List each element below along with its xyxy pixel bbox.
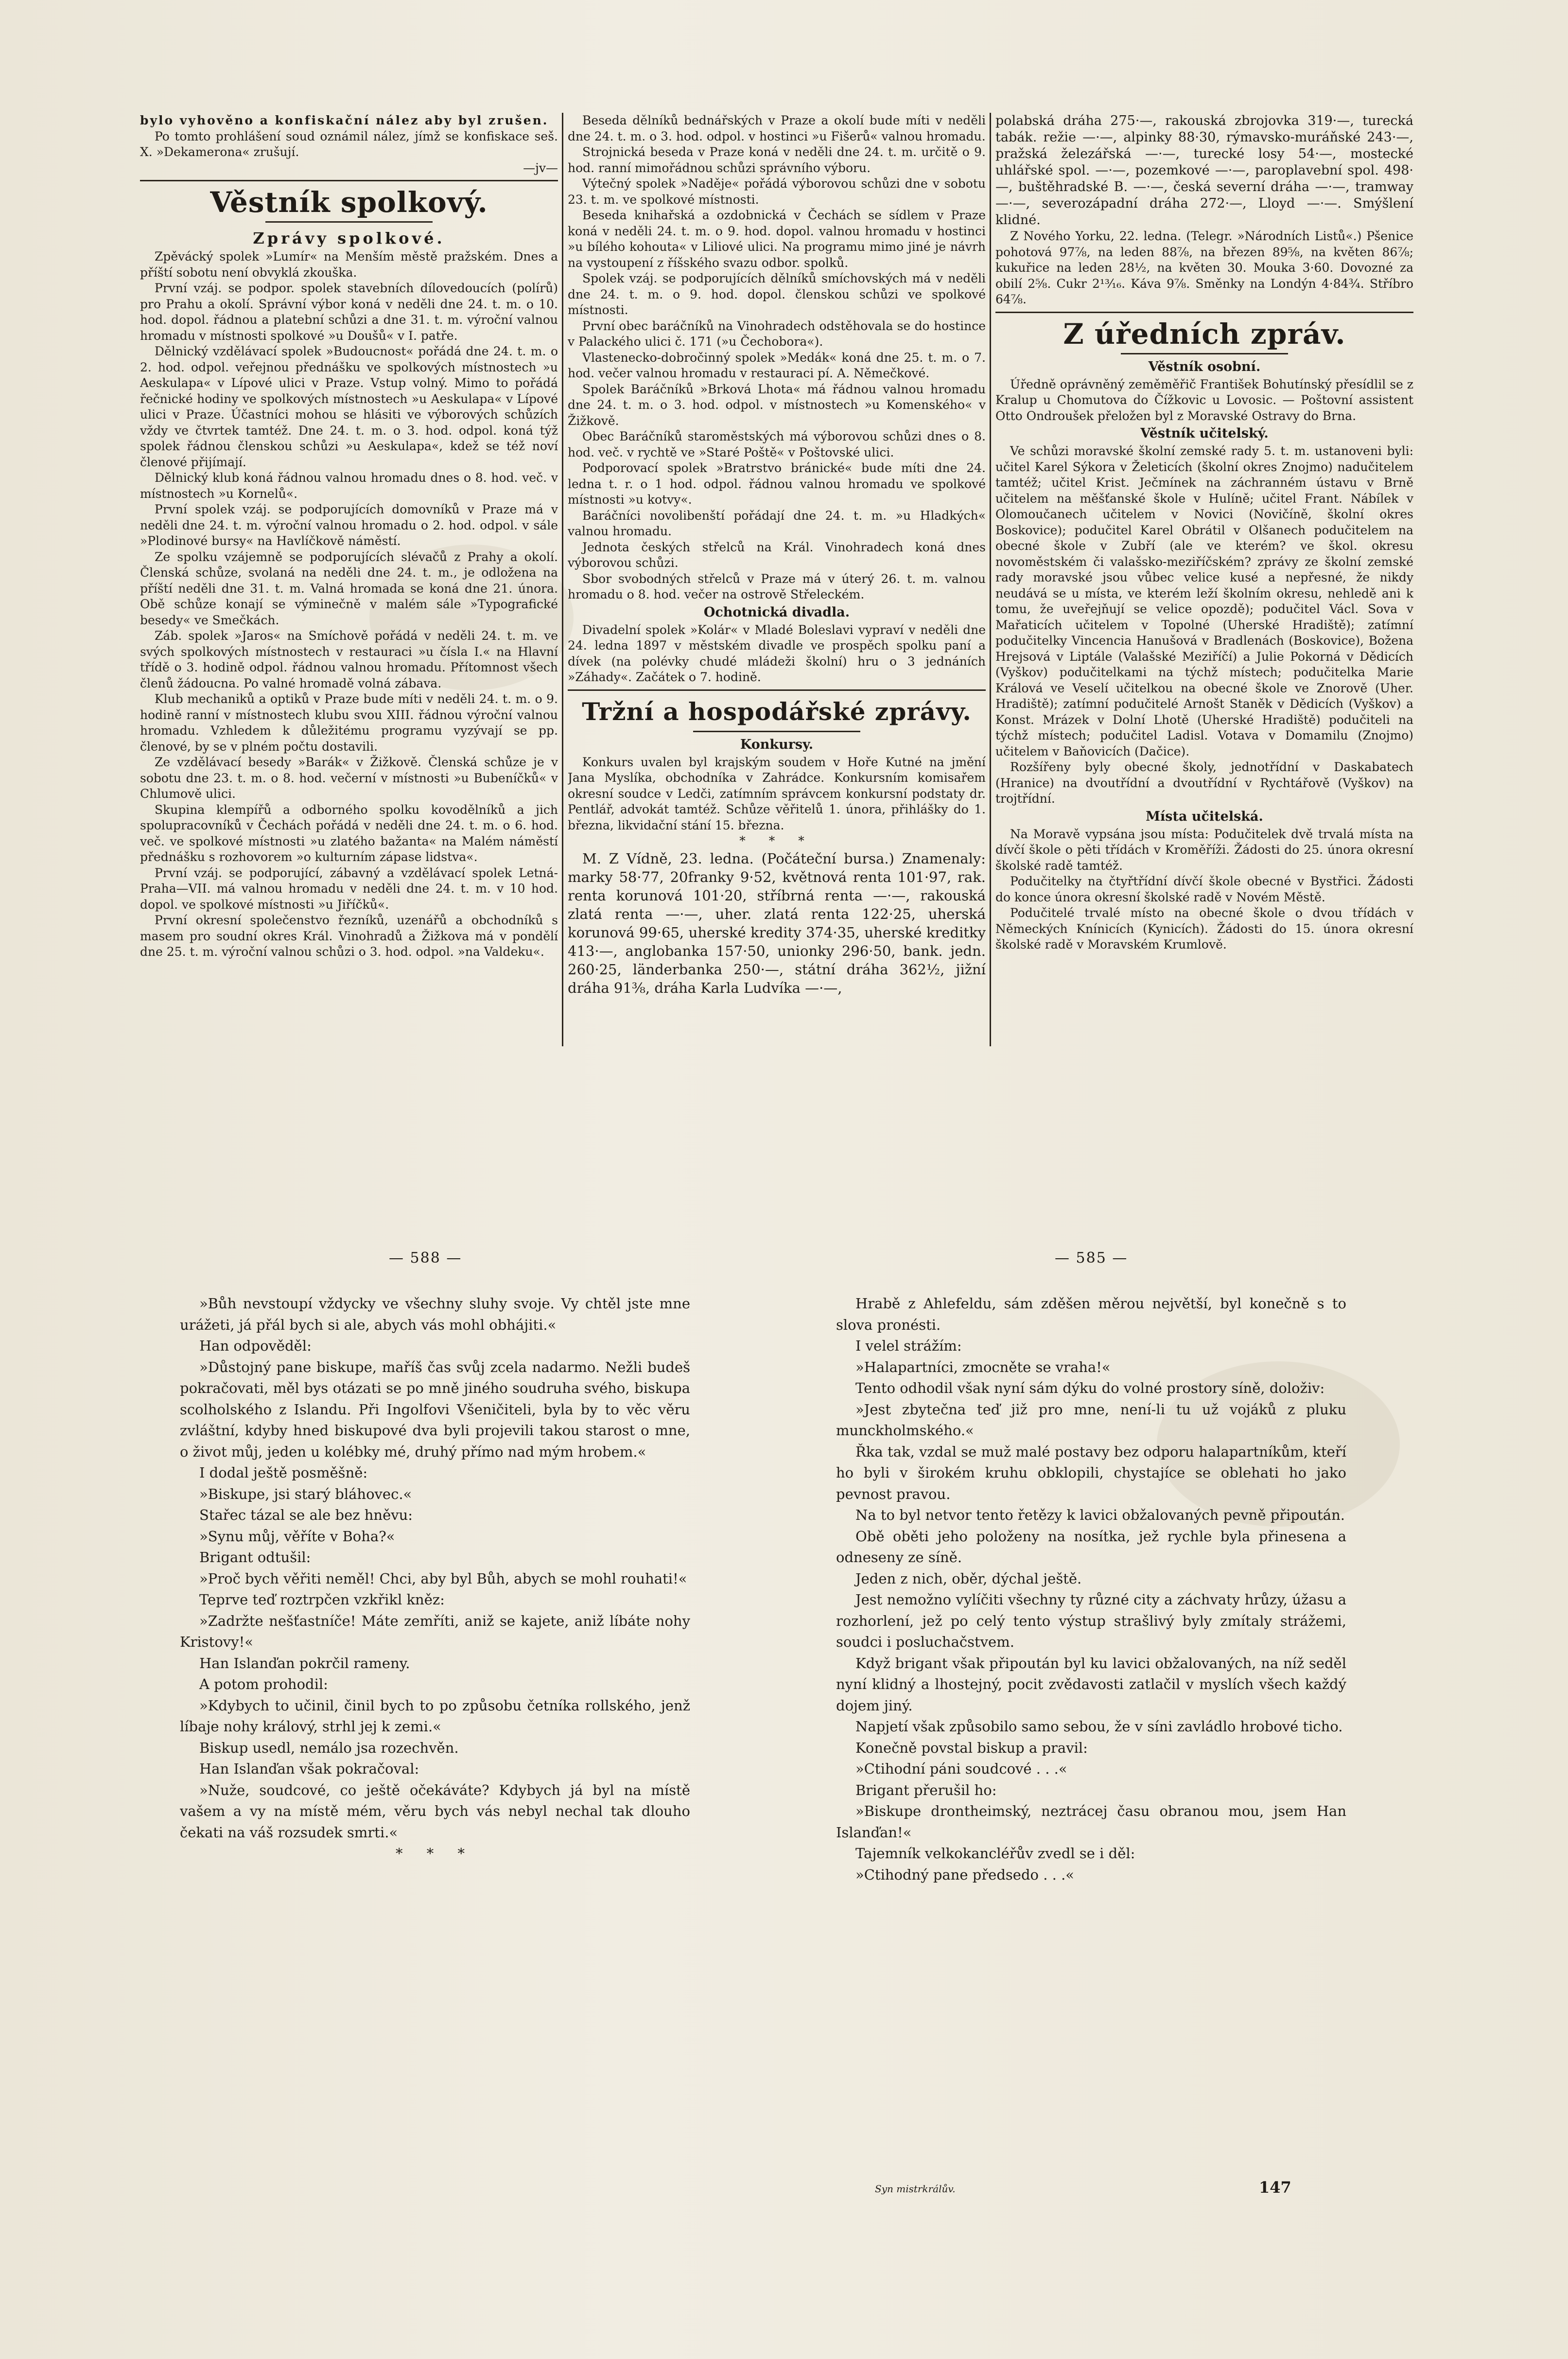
novel-paragraph: Brigant odtušil: <box>199 1549 311 1566</box>
vacancy-notice: Podučitelé trvalé místo na obecné škole o dvou třídách v Německých Knínicích (Kynicích). Žádosti do 15. února okresní školské radě v Moravském Krumlově. <box>995 906 1413 951</box>
club-notice: Zpěvácký spolek »Lumír« na Menším městě pražském. Dnes a příští sobotu není obvyklá zkouška. <box>140 249 558 280</box>
club-notice: Beseda dělníků bednářských v Praze a okolí bude míti v neděli dne 24. t. m. o 3. hod. odpol. v hostinci »u Fišerů« valnou hromadu. <box>568 113 986 143</box>
author-signature: —jv— <box>523 160 558 175</box>
column-divider <box>990 113 991 1046</box>
novel-paragraph: »Bůh nevstoupí vždycky ve všechny sluhy svoje. Vy chtěl jste mne urážeti, já přál bych si ale, abych vás mohl obhájiti.« <box>180 1295 690 1333</box>
article-tail-2: Po tomto prohlášení soud oznámil nález, jímž se konfiskace seš. X. »Dekamerona« zrušují. <box>140 129 558 159</box>
theatre-notice: Divadelní spolek »Kolár« v Mladé Boleslavi vypraví v neděli dne 24. ledna 1897 v městském divadle ve prospěch spolku paní a dívek (na polévky chudé mládeži školní) hru o 3 jednáních »Záhady«. Začátek o 7. hodině. <box>568 622 986 684</box>
section-heading-uredni-zpravy: Z úředních zpráv. <box>1063 317 1346 351</box>
novel-paragraph: Hrabě z Ahlefeldu, sám zděšen měrou největší, byl konečně s to slova pronésti. <box>836 1295 1346 1333</box>
novel-paragraph: »Kdybych to učinil, činil bych to po způsobu četníka rollského, jenž líbaje nohy králový, strhl jej k zemi.« <box>180 1697 690 1735</box>
club-notice: První okresní společenstvo řezníků, uzenářů a obchodníků s masem pro soudní okres Král. Vinohradů a Žižkova má v pondělí dne 25. t. m. výroční valnou schůzi o 3. hod. odpol. »na Valdeku«. <box>140 913 558 959</box>
novel-page-left <box>180 1293 690 2149</box>
novel-paragraph: Tento odhodil však nyní sám dýku do volné prostory síně, doloživ: <box>855 1380 1325 1396</box>
novel-page-right <box>836 1293 1346 2149</box>
column-divider <box>562 113 563 1046</box>
vacancy-notice: Na Moravě vypsána jsou místa: Podučitelek dvě trvalá místa na dívčí škole o pěti třídách v Kroměříži. Žádosti do 25. února okresní školské radě tamtéž. <box>995 827 1413 873</box>
page-number-left: — 588 — <box>389 1250 462 1267</box>
club-notice: Baráčníci novolibenští pořádají dne 24. t. m. »u Hladkých« valnou hromadu. <box>568 508 986 538</box>
novel-paragraph: Jest nemožno vylíčiti všechny ty různé city a záchvaty hrůzy, úžasu a rozhorlení, jež po celý tento výstup strašlivý byly zmítaly strážemi, soudci i posluchačstvem. <box>836 1591 1346 1650</box>
personal-notice: Úředně oprávněný zeměměřič František Bohutínský přesídlil se z Kralup u Chomutova do Čížkovic u Lovosic. — Poštovní assistent Otto Ondroušek přeložen byl z Moravské Ostravy do Brna. <box>995 377 1413 423</box>
novel-paragraph: Biskup usedl, nemálo jsa rozechvěn. <box>199 1739 459 1756</box>
new-york-market-report: Z Nového Yorku, 22. ledna. (Telegr. »Národních Listů«.) Pšenice pohotová 97⅞, na leden 88⅞, na březen 89⅝, na květen 86⅞; kukuřice na leden 28½, na květen 30. Mouka 3·60. Dovozné za obilí 2⅝. Cukr 2¹³⁄₁₆. Káva 9⅞. Směnky na Londýn 4·84¾. Stříbro 64⅞. <box>995 229 1413 306</box>
club-notice: První spolek vzáj. se podporujících domovníků v Praze má v neděli dne 24. t. m. výroční valnou hromadu o 2. hod. odpol. v sále »Plodinové bursy« na Havlíčkově náměstí. <box>140 502 558 548</box>
club-notice: Sbor svobodných střelců v Praze má v úterý 26. t. m. valnou hromadu o 8. hod. večer na ostrově Střeleckém. <box>568 571 986 601</box>
novel-paragraph: I velel strážím: <box>855 1338 962 1354</box>
right-news-column <box>995 113 1413 1061</box>
novel-paragraph: Obě oběti jeho položeny na nosítka, jež rychle byla přinesena a odneseny ze síně. <box>836 1528 1346 1566</box>
novel-paragraph: »Biskupe drontheimský, neztrácej času obranou mou, jsem Han Islanďan!« <box>836 1803 1346 1841</box>
sheet-number: 147 <box>1259 2178 1291 2197</box>
teacher-notice: Ve schůzi moravské školní zemské rady 5. t. m. ustanoveni byli: učitel Karel Sýkora v Želeticích (školní okres Znojmo) nadučitelem tamtéž; učitel Krist. Ječmínek na záchranném ústavu v Brně učitelem na měšťanské škole v Hulíně; učitel Frant. Nábílek v Olomoučanech učitelem v Novici (Novičíně, školní okres Boskovice); podučitel Karel Obrátil v Olšanech podučitelem na obecné škole v Zubří (ale ve kterém? ve škol. okresu novoměstském či valašsko-meziříčském? zprávy ze školní zemské rady moravské jsou vůbec velice kusé a nepřesné, že nikdy neudává se u místa, ve kterém leží školním okresu, nehledě ani k tomu, že uveřejňují se velice opozdě); podučitel Václ. Sova v Mařaticích učitelem v Topolné (Uherské Hradiště); zatímní podučitelky Vincencia Hanušová v Bradlenách (Boskovice), Božena Hrejsová v Liptále (Valašské Meziříčí) a Julie Pokorná v Dědicích (Vyškov) podučitelkami na týchž místech; podučitelka Marie Králová ve Veselí učitelkou na obecné škole ve Znorově (Uher. Hradiště); zatímní podučitelé Arnošt Staněk v Dědicích (Vyškov) a Konst. Mrázek v Dolní Lhotě (Uherské Hradiště) podučiteli na týchž místech; podučitel Ladisl. Votava v Domamilu (Znojmo) učitelem v Baňovicích (Dačice). <box>995 444 1413 758</box>
novel-paragraph: »Nuže, soudcové, co ještě očekáváte? Kdybych já byl na místě vašem a vy na místě mém, věru bych vás nebyl nechal tak dlouho čekati na váš rozsudek smrti.« <box>180 1781 690 1841</box>
novel-paragraph: Han Islanďan pokrčil rameny. <box>199 1655 410 1672</box>
subheading-vestnik-osobni: Věstník osobní. <box>1148 359 1261 374</box>
novel-paragraph: A potom prohodil: <box>199 1676 328 1692</box>
novel-paragraph: Když brigant však připoután byl ku lavici obžalovaných, na níž seděl nyní klidný a lhostejný, pocit zvědavosti zatlačil v myslích všech každý dojem jiný. <box>836 1655 1346 1714</box>
novel-paragraph: »Biskupe, jsi starý bláhovec.« <box>199 1485 412 1502</box>
novel-paragraph: »Jest zbytečna teď již pro mne, není-li tu už vojáků z pluku munckholmského.« <box>836 1401 1346 1439</box>
subheading-ochotnicka-divadla: Ochotnická divadla. <box>703 604 850 620</box>
club-notice: Dělnický klub koná řádnou valnou hromadu dnes o 8. hod. več. v místnostech »u Kornelů«. <box>140 471 558 501</box>
signature-line: Syn mistrkrálův. <box>875 2183 956 2195</box>
novel-paragraph: Jeden z nich, oběr, dýchal ještě. <box>855 1570 1082 1587</box>
club-notice: První vzáj. se podporující, zábavný a vzdělávací spolek Letná-Praha—VII. má valnou hromadu v neděli dne 24. t. m. v 10 hod. dopol. ve spolkové místnosti »u Jiříčků«. <box>140 865 558 912</box>
novel-paragraph: »Proč bych věřiti neměl! Chci, aby byl Bůh, abych se mohl rouhati!« <box>199 1570 687 1587</box>
section-heading-trzni-zpravy: Tržní a hospodářské zprávy. <box>582 697 972 726</box>
middle-news-column <box>568 113 986 1061</box>
club-notice: Výtečný spolek »Naděje« pořádá výborovou schůzi dne v sobotu 23. t. m. ve spolkové místnosti. <box>568 176 986 207</box>
novel-paragraph: »Důstojný pane biskupe, maříš čas svůj zcela nadarmo. Nežli budeš pokračovati, měl bys otázati se po mně jiného soudruha svého, biskupa scolholského z Islandu. Při Ingolfovi Všeničiteli, byla by to věc věru zvláštní, kdyby hned biskupové dva byli projevili takou starost o mne, o život můj, jeden u kolébky mé, druhý přímo nad mým hrobem.« <box>180 1358 690 1460</box>
subheading-konkursy: Konkursy. <box>740 737 814 752</box>
club-notice: Podporovací spolek »Bratrstvo bránické« bude míti dne 24. ledna t. r. o 1 hod. odpol. řádnou valnou hromadu ve spolkové místnosti »u kotvy«. <box>568 461 986 507</box>
novel-paragraph: I dodal ještě posměšně: <box>199 1464 368 1481</box>
club-notice: Spolek vzáj. se podporujících dělníků smíchovských má v neděli dne 24. t. m. o 9. hod. dopol. členskou schůzi ve spolkové místnosti. <box>568 271 986 317</box>
novel-paragraph: Řka tak, vzdal se muž malé postavy bez odporu halapartníkům, kteří ho byli v širokém kruhu obklopili, chystajíce se oblehati ho jako pevnost pravou. <box>836 1443 1346 1502</box>
club-notice: První vzáj. se podpor. spolek stavebních dílovedoucích (polírů) pro Prahu a okolí. Správní výbor koná v neděli dne 24. t. m. o 10. hod. dopol. řádnou a platební schůzi a dne 31. t. m. výroční valnou hromadu v místnosti spolkové »u Doušů« v I. patře. <box>140 281 558 343</box>
club-notice: Beseda knihařská a ozdobnická v Čechách se sídlem v Praze koná v neděli 24. t. m. o 9. hod. dopol. valnou hromadu v hostinci »u bílého kohouta« v Liliové ulici. Na programu mimo jiné je návrh na vystoupení z říšského svazu odbor. spolků. <box>568 208 986 270</box>
novel-paragraph: Teprve teď roztrpčen vzkřikl kněz: <box>199 1591 445 1608</box>
club-notice: Skupina klempířů a odborného spolku kovodělníků a jich spolupracovníků v Čechách pořádá v neděli dne 24. t. m. o 6. hod. več. ve spolkové místnosti »u zlatého bažanta« na Malém náměstí přednášku s rozhovorem »o kulturním zápase lidstva«. <box>140 802 558 864</box>
market-report-continued: polabská dráha 275·—, rakouská zbrojovka 319·—, turecká tabák. režie —·—, alpinky 88·30, rýmavsko-muráňské 243·—, pražská železářská —·—, turecké losy 54·—, mostecké uhlářské spol. —·—, pozemkové —·—, paroplavební spol. 498·—, buštěhradské B. —·—, česká severní dráha —·—, tramway —·—, severozápadní dráha 272·—, Lloyd —·—. Smýšlení klidné. <box>995 113 1413 228</box>
subheading-zpravy-spolkove: Zprávy spolkové. <box>253 229 445 247</box>
page-number-right: — 585 — <box>1055 1250 1128 1267</box>
subheading-mista-ucitelska: Místa učitelská. <box>1146 809 1263 824</box>
novel-paragraph: Stařec tázal se ale bez hněvu: <box>199 1507 413 1523</box>
vacancy-notice: Podučitelky na čtyřtřídní dívčí škole obecné v Bystřici. Žádosti do konce února okresní školské radě v Novém Městě. <box>995 874 1413 904</box>
novel-paragraph: »Zadržte nešťastníče! Máte zemříti, aniž se kajete, aniž líbáte nohy Kristovy!« <box>180 1612 690 1650</box>
club-notice: Jednota českých střelců na Král. Vinohradech koná dnes výborovou schůzi. <box>568 540 986 570</box>
club-notice: Dělnický vzdělávací spolek »Budoucnost« pořádá dne 24. t. m. o 2. hod. odpol. veřejnou přednášku ve spolkových místnostech »u Aeskulapa« v Lípové ulici v Praze. Vstup volný. Mimo to pořádá řečnické hodiny ve spolkových místnostech »u Aeskulapa« v Lípové ulici v Praze. Účastníci mohou se hlásiti ve výborových schůzích vždy ve čtvrtek tamtéž. Dne 24. t. m. o 3. hod. odpol. koná týž spolek řádnou členskou schůzi »u Aeskulapa«, kdež se též noví členové přijímají. <box>140 344 558 469</box>
konkurs-notice: Konkurs uvalen byl krajským soudem v Hoře Kutné na jmění Jana Myslíka, obchodníka v Zahrádce. Konkursním komisařem okresní soudce v Ledči, zatímním správcem konkursní podstaty dr. Pentlář, advokát tamtéž. Schůze věřitelů 1. února, přihlášky do 1. března, likvidační stání 15. března. <box>568 755 986 832</box>
club-notice: Záb. spolek »Jaros« na Smíchově pořádá v neděli 24. t. m. ve svých spolkových místnostech v restauraci »u čísla I.« na Hlavní třídě o 3. hodině odpol. řádnou valnou hromadu. Přítomnost všech členů žádoucna. Po valné hromadě volná zábava. <box>140 629 558 690</box>
novel-paragraph: »Ctihodný pane předsedo . . .« <box>855 1866 1075 1883</box>
novel-paragraph: »Ctihodní páni soudcové . . .« <box>855 1760 1067 1777</box>
vienna-market-report: M. Z Vídně, 23. ledna. (Počáteční bursa.) Znamenaly: marky 58·77, 20franky 9·52, květnová renta 101·97, rak. renta korunová 101·20, stříbrná renta —·—, rakouská zlatá renta —·—, uher. zlatá renta 122·25, uherská korunová 99·65, uherské kredity 374·35, uherské kreditky 413·—, anglobanka 157·50, unionky 296·50, bank. jedn. 260·25, länderbanka 250·—, státní dráha 362½, jižní dráha 91⅜, dráha Karla Ludvíka —·—, <box>568 850 986 996</box>
club-notice: První obec baráčníků na Vinohradech odstěhovala se do hostince v Palackého ulici č. 171 (»u Čechobora«). <box>568 318 986 349</box>
novel-paragraph: Tajemník velkokancléřův zvedl se i děl: <box>855 1845 1135 1862</box>
novel-paragraph: Brigant přerušil ho: <box>855 1781 997 1798</box>
subheading-vestnik-ucitelsky: Věstník učitelský. <box>1140 426 1269 441</box>
club-notice: Obec Baráčníků staroměstských má výborovou schůzi dnes o 8. hod. več. v rychtě ve »Staré Poště« v Poštovské ulici. <box>568 429 986 459</box>
club-notice: Ze spolku vzájemně se podporujících slévačů z Prahy a okolí. Členská schůze, svolaná na neděli dne 24. t. m., je odložena na příští neděli dne 31. t. m. Valná hromada se koná dne 21. února. Obě schůze konají se výminečně v malém sále »Typografické besedy« ve Smečkách. <box>140 549 558 627</box>
left-news-column <box>140 113 558 1061</box>
club-notice: Ze vzdělávací besedy »Barák« v Žižkově. Členská schůze je v sobotu dne 23. t. m. o 8. hod. večerní v místnosti »u Bubeníčků« v Chlumově ulici. <box>140 755 558 801</box>
article-tail-1: bylo vyhověno a konfiskační nález aby byl zrušen. <box>140 113 549 127</box>
club-notice: Spolek Baráčníků »Brková Lhota« má řádnou valnou hromadu dne 24. t. m. o 3. hod. odpol. v místnostech »u Komenského« v Žižkově. <box>568 382 986 428</box>
novel-paragraph: Han Islanďan však pokračoval: <box>199 1760 419 1777</box>
novel-paragraph: Han odpověděl: <box>199 1338 312 1354</box>
club-notice: Klub mechaniků a optiků v Praze bude míti v neděli 24. t. m. o 9. hodině ranní v místnostech klubu svou XIII. řádnou výroční valnou hromadu. Vzhledem k důležitému programu vyzývají se pp. členové, by se v plném počtu dostavili. <box>140 692 558 754</box>
section-stars: * * * <box>739 834 814 848</box>
novel-paragraph: »Synu můj, věříte v Boha?« <box>199 1528 395 1545</box>
section-heading-vestnik-spolkovy: Věstník spolkový. <box>210 186 488 219</box>
section-stars: * * * <box>396 1845 474 1862</box>
club-notice: Vlastenecko-dobročinný spolek »Medák« koná dne 25. t. m. o 7. hod. večer valnou hromadu v restauraci pí. A. Němečkové. <box>568 350 986 380</box>
novel-paragraph: Konečně povstal biskup a pravil: <box>855 1739 1088 1756</box>
club-notice: Strojnická beseda v Praze koná v neděli dne 24. t. m. určitě o 9. hod. ranní mimořádnou schůzi správního výboru. <box>568 145 986 175</box>
teacher-notice: Rozšířeny byly obecné školy, jednotřídní v Daskabatech (Hranice) na dvoutřídní a dvoutřídní v Rychtářově (Vyškov) na trojtřídní. <box>995 760 1413 806</box>
novel-paragraph: Napjetí však způsobilo samo sebou, že v síni zavládlo hrobové ticho. <box>855 1718 1343 1735</box>
novel-paragraph: »Halapartníci, zmocněte se vraha!« <box>855 1358 1111 1375</box>
novel-paragraph: Na to byl netvor tento řetězy k lavici obžalovaných pevně připoután. <box>855 1507 1345 1523</box>
